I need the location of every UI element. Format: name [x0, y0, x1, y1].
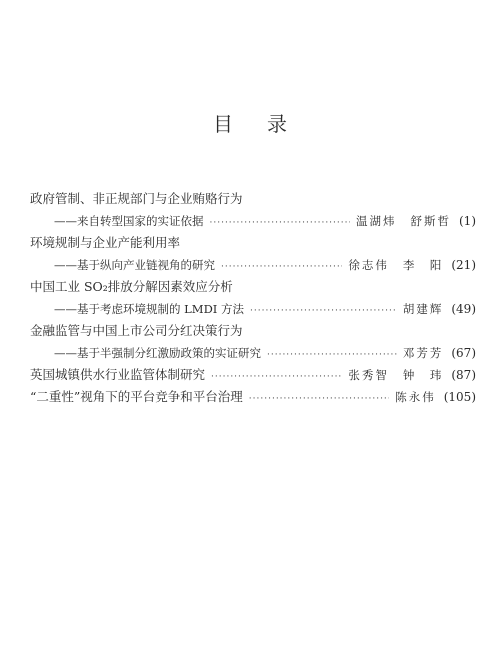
entry-title: 中国工业 SO₂排放分解因素效应分析: [30, 279, 233, 294]
entry-page-number: ( 49 ): [451, 298, 476, 320]
table-of-contents: [30, 188, 476, 408]
leader-dots: [210, 212, 350, 234]
leader-dots: [250, 300, 397, 322]
entry-title-line: [30, 320, 476, 342]
entry-author: 徐志伟: [348, 258, 389, 272]
entry-subtitle-line: [30, 342, 476, 364]
entry-title: 金融监管与中国上市公司分红决策行为: [30, 323, 243, 338]
entry-title-line: [30, 188, 476, 210]
leader-dots: [249, 388, 389, 410]
entry-author: 胡建辉: [402, 302, 444, 316]
entry-title-line: [30, 386, 476, 408]
toc-heading: [0, 108, 500, 137]
entry-page-number: ( 87 ): [451, 364, 476, 386]
entry-subtitle: ——基于考虑环境规制的 LMDI 方法: [54, 302, 244, 316]
toc-entry[interactable]: [30, 364, 476, 386]
entry-author: 舒斯哲: [410, 214, 451, 228]
toc-entry[interactable]: [30, 276, 476, 320]
entry-author: 邓芳芳: [402, 346, 444, 360]
entry-subtitle-line: [30, 210, 476, 232]
entry-author: 温湖炜: [355, 214, 397, 228]
entry-title-line: [30, 364, 476, 386]
toc-entry[interactable]: [30, 386, 476, 408]
entry-title: 政府管制、非正规部门与企业贿赂行为: [30, 191, 243, 206]
entry-title: “二重性”视角下的平台竞争和平台治理: [30, 389, 243, 404]
entry-page-number: ( 1 ): [459, 210, 476, 232]
entry-author: 钟 玮: [402, 368, 444, 382]
entry-subtitle-line: [30, 254, 476, 276]
toc-heading-char-1: 目: [213, 112, 233, 136]
leader-dots: [221, 256, 342, 278]
toc-entry[interactable]: [30, 188, 476, 232]
leader-dots: [267, 344, 397, 366]
entry-author: 陈永伟: [395, 390, 436, 404]
entry-subtitle-line: [30, 298, 476, 320]
entry-author: 张秀智: [348, 368, 389, 382]
entry-page-number: ( 21 ): [451, 254, 476, 276]
entry-title-line: [30, 276, 476, 298]
leader-dots: [211, 366, 342, 388]
entry-author: 李 阳: [402, 258, 444, 272]
entry-subtitle: ——基于纵向产业链视角的研究: [54, 258, 215, 272]
entry-title: 环境规制与企业产能利用率: [30, 235, 181, 250]
entry-subtitle: ——来自转型国家的实证依据: [54, 214, 204, 228]
toc-entry[interactable]: [30, 320, 476, 364]
toc-entry[interactable]: [30, 232, 476, 276]
toc-heading-char-2: 录: [267, 112, 287, 136]
entry-page-number: ( 67 ): [451, 342, 476, 364]
entry-title-line: [30, 232, 476, 254]
entry-title: 英国城镇供水行业监管体制研究: [30, 367, 206, 382]
entry-subtitle: ——基于半强制分红激励政策的实证研究: [54, 346, 261, 360]
entry-page-number: ( 105 ): [444, 386, 476, 408]
